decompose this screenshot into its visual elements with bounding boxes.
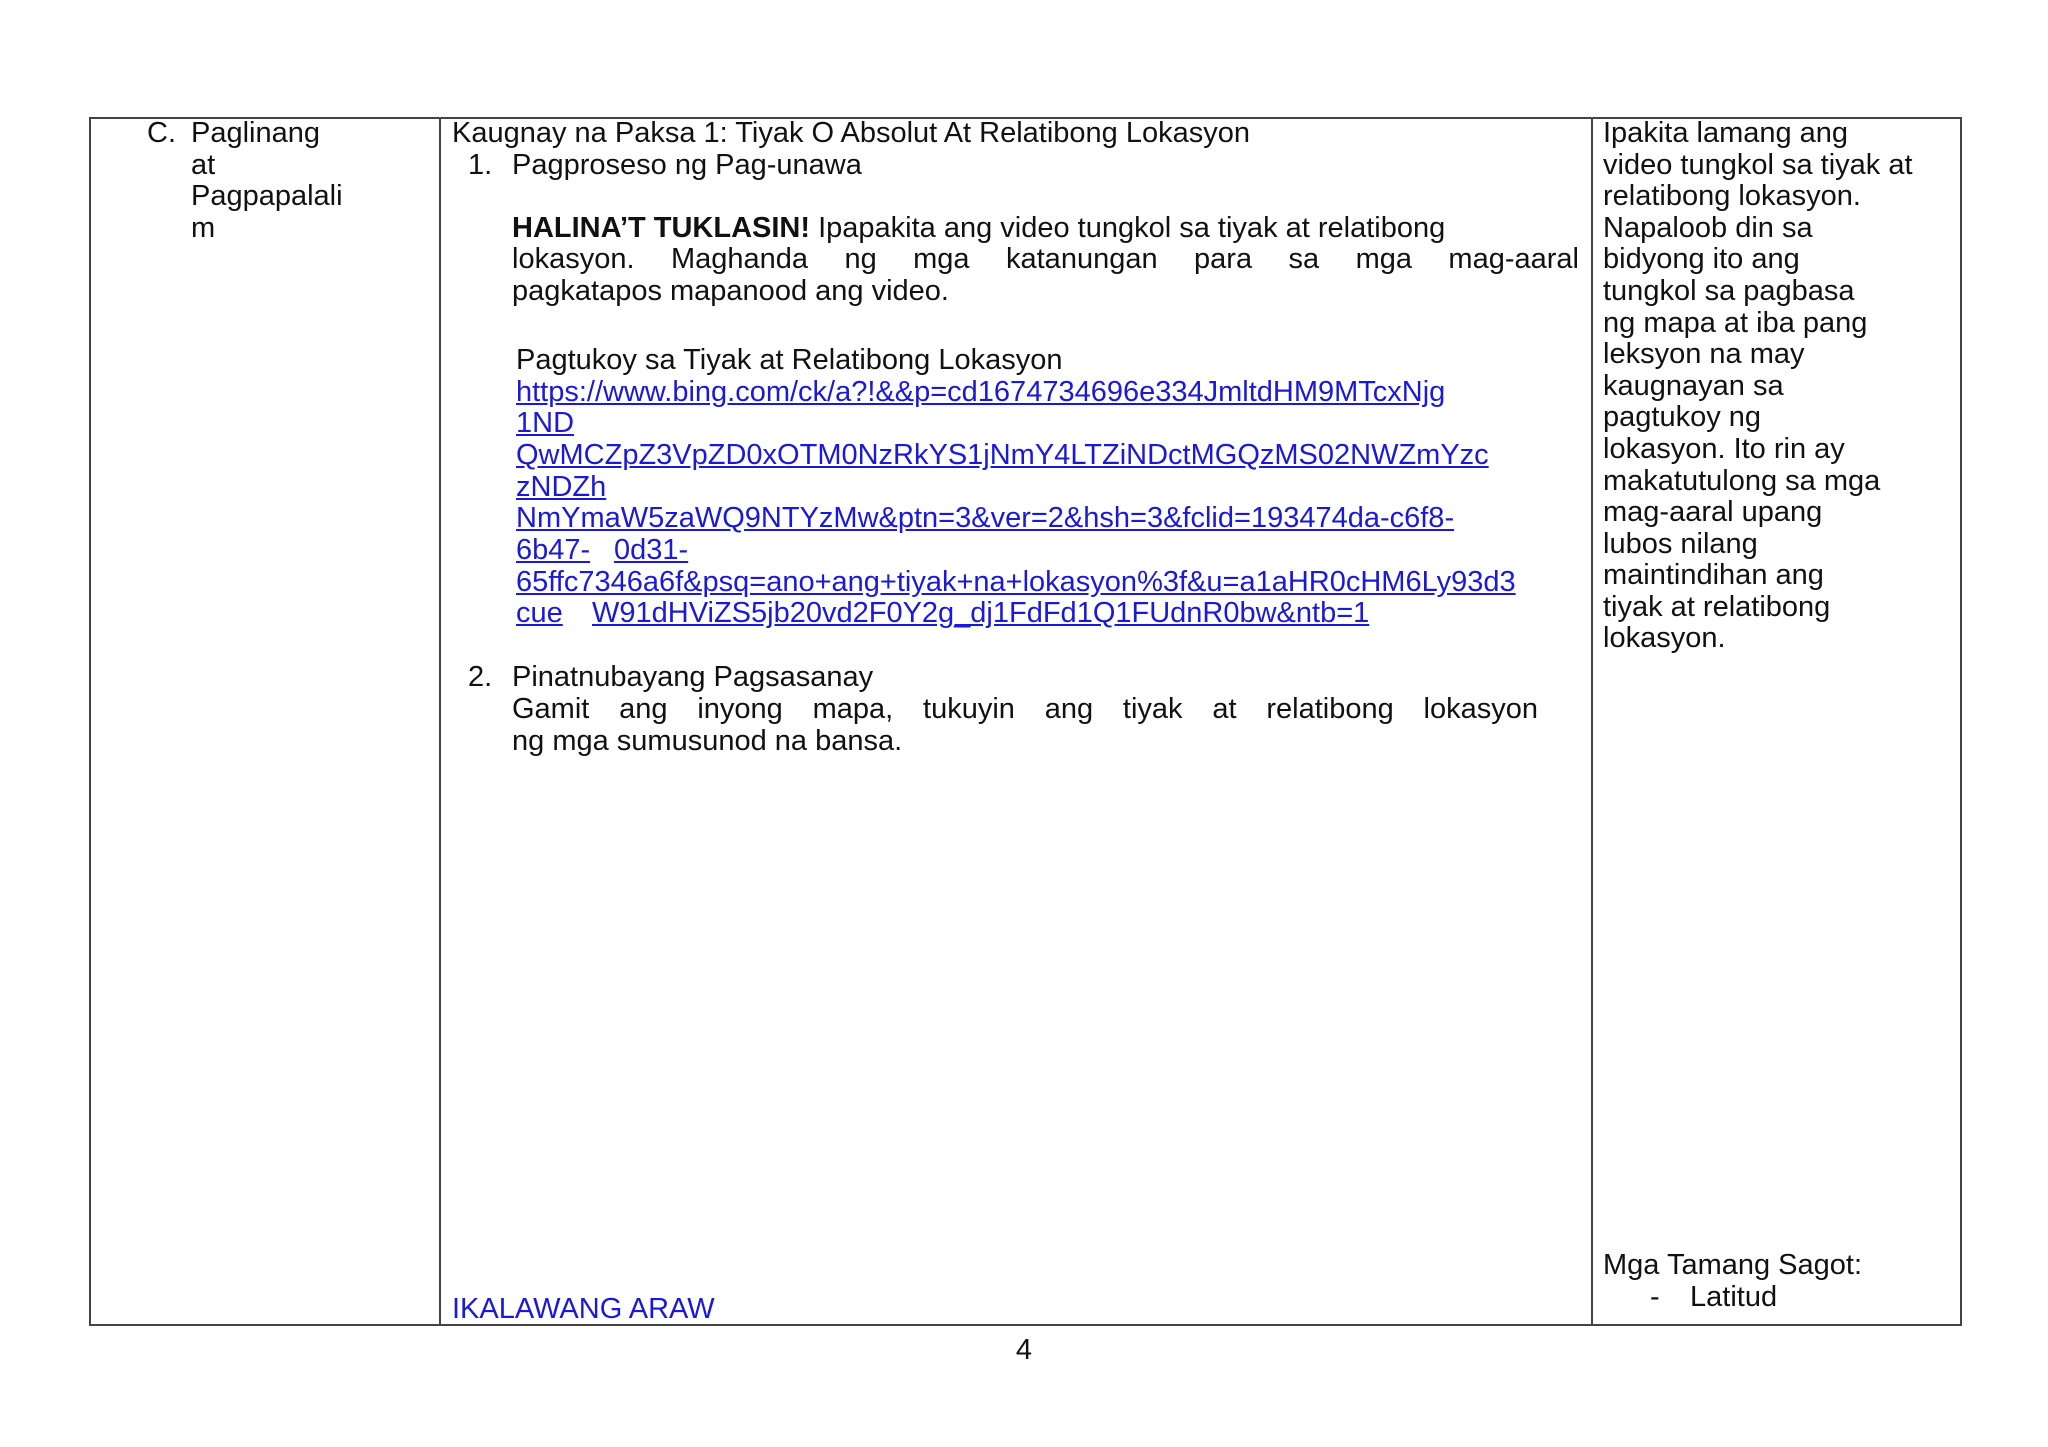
video-link[interactable]: 65ffc7346a6f&psq=ano+ang+tiyak+na+lokasyon%3f&u=a1aHR0cHM6Ly93d3: [516, 566, 1516, 598]
answers-title: Mga Tamang Sagot:: [1603, 1249, 1863, 1281]
note-line: lokasyon.: [1603, 622, 1726, 654]
note-line: relatibong lokasyon.: [1603, 180, 1861, 212]
column-divider: [439, 119, 441, 1324]
section-title-line: Pagpapalali: [191, 180, 343, 212]
item-title: Pinatnubayang Pagsasanay: [512, 661, 874, 693]
note-line: maintindihan ang: [1603, 559, 1824, 591]
item-number: 1.: [468, 149, 493, 181]
paragraph-text: Ipapakita ang video tungkol sa tiyak at relatibong: [818, 212, 1446, 244]
note-line: pagtukoy ng: [1603, 401, 1762, 433]
answer-item: Latitud: [1690, 1281, 1778, 1313]
video-link[interactable]: W91dHViZS5jb20vd2F0Y2g_dj1FdFd1Q1FUdnR0bw&ntb=1: [592, 597, 1370, 629]
video-title: Pagtukoy sa Tiyak at Relatibong Lokasyon: [516, 344, 1063, 376]
paragraph-text: Gamit ang inyong mapa, tukuyin ang tiyak at relatibong lokasyon: [512, 693, 1538, 725]
video-link[interactable]: https://www.bing.com/ck/a?!&&p=cd1674734696e334JmltdHM9MTcxNjg: [516, 376, 1446, 408]
section-title-line: at: [191, 149, 216, 181]
note-line: video tungkol sa tiyak at: [1603, 149, 1913, 181]
note-line: lubos nilang: [1603, 528, 1758, 560]
day-label: IKALAWANG ARAW: [452, 1293, 715, 1325]
note-line: tiyak at relatibong: [1603, 591, 1831, 623]
note-line: lokasyon. Ito rin ay: [1603, 433, 1845, 465]
video-link[interactable]: 1ND: [516, 407, 575, 439]
note-line: mag-aaral upang: [1603, 496, 1823, 528]
note-line: leksyon na may: [1603, 338, 1805, 370]
video-link[interactable]: cue: [516, 597, 563, 629]
topic-heading: Kaugnay na Paksa 1: Tiyak O Absolut At Relatibong Lokasyon: [452, 117, 1251, 149]
note-line: Ipakita lamang ang: [1603, 117, 1849, 149]
note-line: tungkol sa pagbasa: [1603, 275, 1855, 307]
video-link[interactable]: 6b47-: [516, 534, 591, 566]
halina-heading: HALINA’T TUKLASIN!: [512, 212, 811, 244]
item-number: 2.: [468, 661, 493, 693]
video-link[interactable]: QwMCZpZ3VpZD0xOTM0NzRkYS1jNmY4LTZiNDctMGQzMS02NWZmYzc: [516, 439, 1489, 471]
video-link[interactable]: NmYmaW5zaWQ9NTYzMw&ptn=3&ver=2&hsh=3&fclid=193474da-c6f8-: [516, 502, 1455, 534]
answer-bullet: -: [1650, 1281, 1660, 1313]
item-title: Pagproseso ng Pag-unawa: [512, 149, 862, 181]
video-link[interactable]: zNDZh: [516, 471, 607, 503]
note-line: Napaloob din sa: [1603, 212, 1813, 244]
section-title-line: m: [191, 212, 216, 244]
halina-paragraph: [512, 213, 1579, 245]
note-line: bidyong ito ang: [1603, 243, 1800, 275]
section-letter: C.: [147, 117, 176, 149]
paragraph-text: lokasyon. Maghanda ng mga katanungan para sa mga mag-aaral: [512, 243, 1579, 275]
video-link[interactable]: 0d31-: [614, 534, 689, 566]
note-line: ng mapa at iba pang: [1603, 307, 1868, 339]
note-line: makatutulong sa mga: [1603, 465, 1881, 497]
paragraph-text: ng mga sumusunod na bansa.: [512, 725, 903, 757]
section-title-line: Paglinang: [191, 117, 320, 149]
column-divider: [1591, 119, 1593, 1324]
page-number: 4: [1015, 1334, 1033, 1366]
paragraph-text: pagkatapos mapanood ang video.: [512, 275, 949, 307]
note-line: kaugnayan sa: [1603, 370, 1784, 402]
